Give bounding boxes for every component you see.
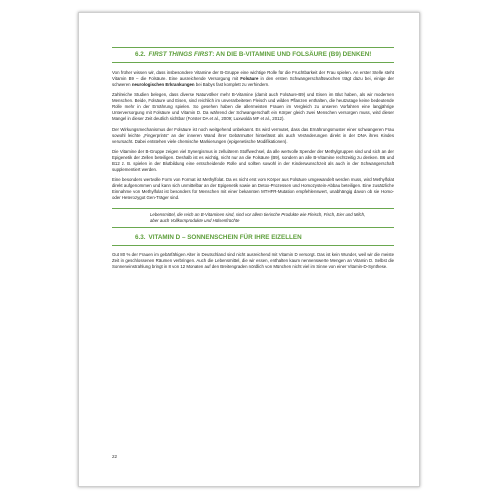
section-rule-top [112,47,394,48]
text-run: Der Wirkungsmechanismus der Folsäure ist noch weitgehend unbekannt. Es wird vermutet, dass das Ernährungsmuster einer schwangeren Frau sowohl leichte „Fingerprints“ an der inneren Wand ihrer Gebärmutter hinterlässt als auch Veränderungen direkt in der DNA ihres Kindes verursacht. Dabei entstehen viele chemische Markierungen (epigenetische Modifikationen). [112,126,394,144]
section-heading-6-2 [135,51,394,62]
paragraph [112,149,394,173]
section-number: 6.3. [135,234,146,242]
section-rule-bottom-2 [112,245,394,246]
text-run: bei Babys fast komplett zu verhindern. [194,82,270,87]
text-run: in den ersten Schwangerschaftswochen trägt dazu bei, einige der schweren [112,76,394,87]
quote-text: Lebensmittel, die reich an B-Vitaminen sind, sind vor allem tierische Produkte wie Fleisch, Fisch, Eier und Milch, aber auch Vollkornprodukte und Hülsenfrüchte [150,212,366,224]
text-run: Eine besonders wertvolle Form von Format ist Methylfolat. Da es nicht erst vom Körper aus Folsäure umgewandelt werden muss, wird Methylfolat direkt aufgenommen und kann sich unmittelbar an der Epigenetik sowie an Detox-Prozessen und Homozystein-Abbau beteiligen. Eine zusätzliche Einnahme von Methylfolat ist besonders für Menschen mit einer bekannten MTHFR-Mutation empfehlenswert, unabhängig davon ob sie Homo- oder Heterozygot Gen-Träger sind. [112,177,394,201]
quote-box [112,208,394,228]
text-run: Zahlreiche Studien belegen, dass diverse Naturvölker mehr B-Vitamine (damit auch Folsäure-B9) und Eisen im Blut haben, als wir modernen Menschen. Beide, Folsäure und Eisen, sind reichlich im unverarbeiteten Fleisch und wilden Pflanzen enthalten, die heutzutage keine bedeutende Rolle mehr in der Ernährung spielen. So gesehen haben die allermeisten Frauen im Vergleich zu unseren Vorfahren eine langjährige Unterversorgung mit Folsäure und Vitamin D. Da während der Schwangerschaft ein Körper gleich zwei Menschen versorgen muss, wird dieser Mangel in dieser Zeit deutlich sichtbar (Forster DA et al., 2009; Luxwolda MF et al., 2012). [112,92,394,122]
section-heading-6-3 [135,234,394,245]
section-title-rest: : AN DIE B-VITAMINE UND FOLSÄURE (B9) DENKEN! [212,51,372,58]
text-run: Von früher wissen wir, dass insbesondere Vitamine der B-Gruppe eine wichtige Rolle für die Fruchtbarkeit der Frau spielen. An erster Stelle steht Vitamin B9 – die Folsäure. Eine ausreichende Versorgung mit [112,70,394,81]
paragraph-vitamin-d: Gut 80 % der Frauen im gebärfähigen Alter in Deutschland sind nicht ausreichend mit Vitamin D versorgt. Das ist kein Wunder, weil wir die meiste Zeit in geschlossenen Räumen verbringen. Auch die Lebensmittel, die wir essen, enthalten kaum nennenswerte Mengen an Vitamin D. Selbst die Sonneneinstrahlung bringt in 8 von 12 Monaten auf den Breitengraden nördlich von München nicht viel im Sinne von einer Vitamin-D-Synthese. [112,252,394,270]
bold-text: neurologischen Erkrankungen [131,82,195,87]
body-paragraphs [112,70,394,201]
book-page [78,12,420,487]
section-title-italic: FIRST THINGS FIRST [148,51,213,58]
paragraph [112,127,394,145]
paragraph [112,70,394,88]
section-title: VITAMIN D – SONNENSCHEIN FÜR IHRE EIZELLEN [148,234,302,242]
page-number: 22 [112,454,118,459]
page-content [112,47,394,274]
quote-rule-top [112,208,394,209]
paragraph [112,92,394,122]
section-rule-bottom [112,62,394,63]
quote-rule-bottom [112,227,394,228]
text-run: Die Vitamine der B-Gruppe zeigen viel Synergismus in zellulärem Stoffwechsel, da alle wertvolle Spender der Methylgruppen sind und sich an der Epigenetik der Zellen beteiligen. Deshalb ist es wichtig, nicht nur an die Folsäure (B9), sondern an alle B-Vitamine rechtzeitig zu denken. B6 und B12 z. B. spielen in der Blutbildung eine entscheidende Rolle und sollten sowohl in der Kinderwunschzeit als auch in der Schwangerschaft supplementiert werden. [112,148,394,172]
section-number: 6.2. [135,51,146,58]
paragraph [112,177,394,201]
bold-text: Folsäure [240,76,259,81]
